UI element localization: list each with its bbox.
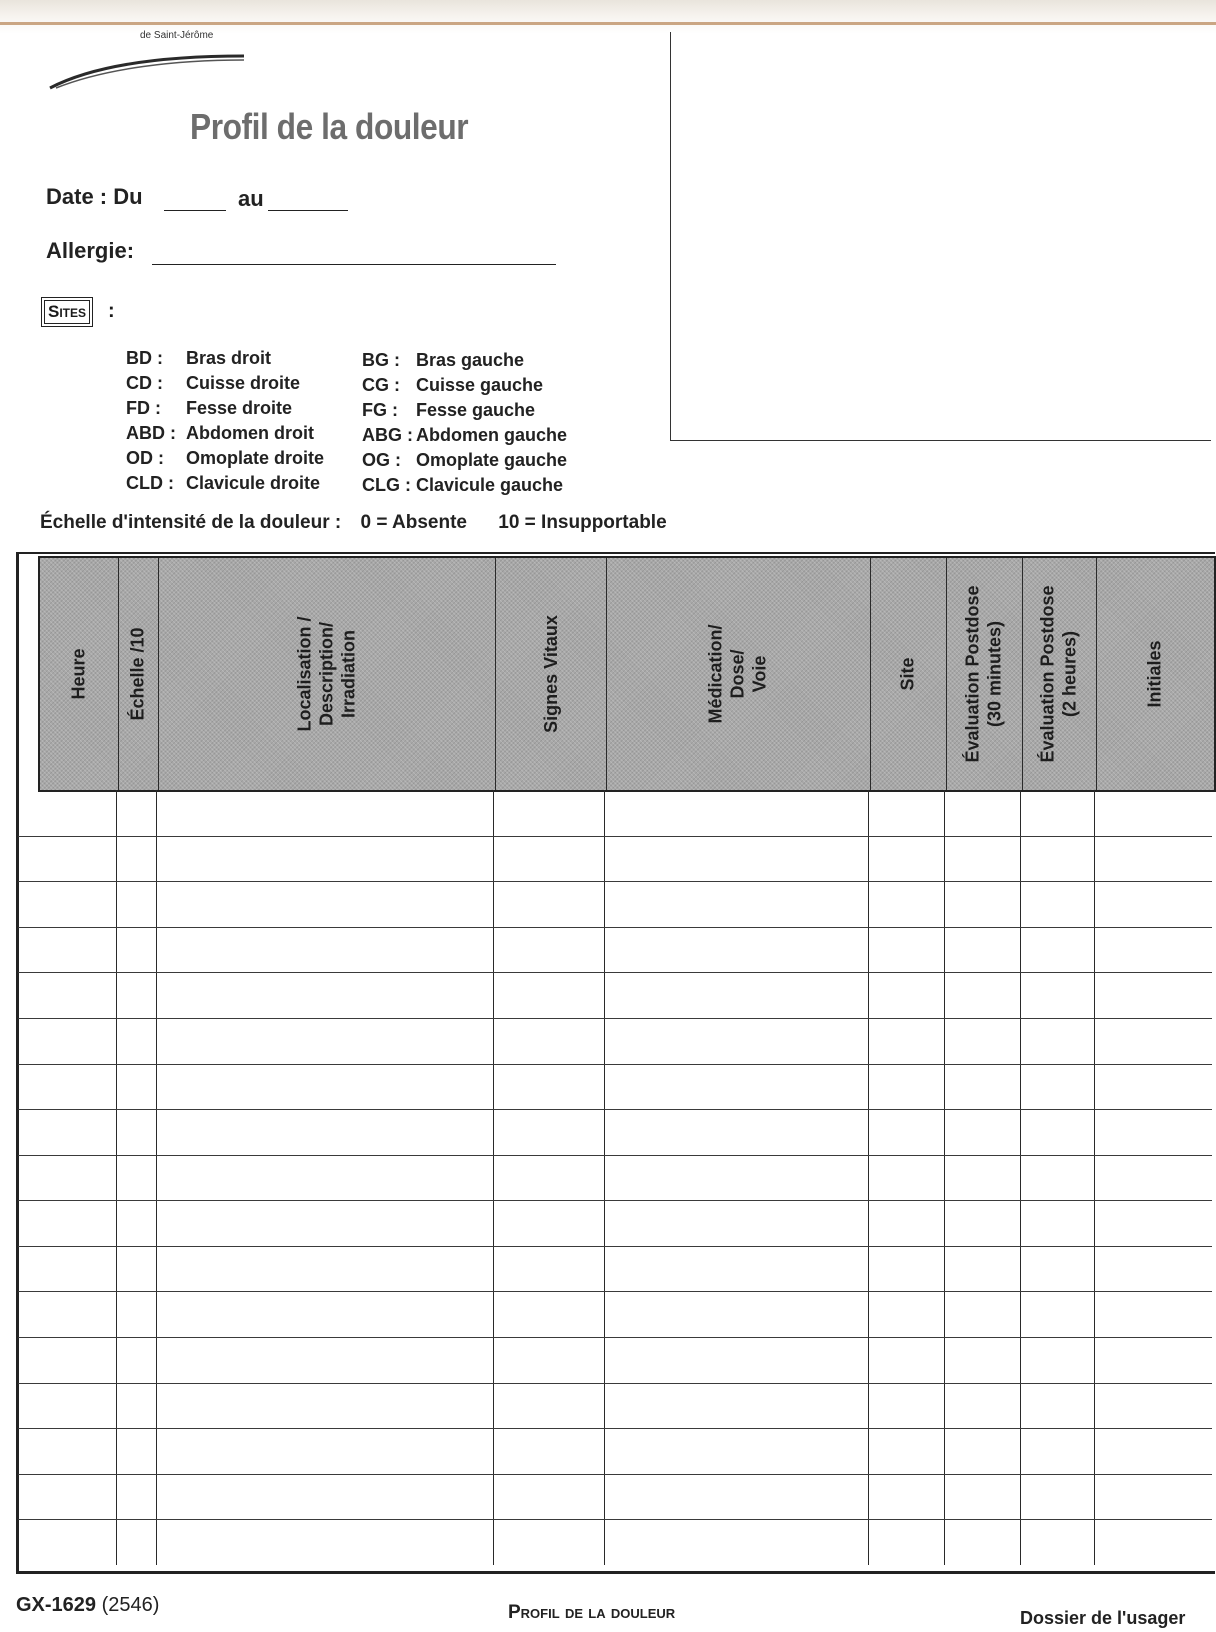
site-item-cd [126,371,324,396]
site-name: Cuisse droite [186,373,301,393]
site-item-cld [126,471,324,496]
header-divider [495,558,496,790]
row-divider [18,1474,1212,1475]
column-header-echelle [118,558,158,790]
row-divider [18,1291,1212,1292]
table-row[interactable] [38,1018,1212,1064]
header-divider [870,558,871,790]
column-header-signes-vitaux [495,558,606,790]
row-divider [18,1337,1212,1338]
table-row[interactable] [38,972,1212,1018]
site-name: Clavicule gauche [416,475,564,495]
header-divider [1096,558,1097,790]
site-code: ABG : [362,425,413,445]
pain-scale-label: Échelle d'intensité de la douleur : [40,512,342,533]
site-item-fg [362,398,567,423]
column-header-label: Échelle /10 [128,627,148,721]
date-label: Date : Du [46,184,143,209]
table-row[interactable] [38,1109,1212,1155]
table-row[interactable] [38,790,1212,836]
column-header-label: Localisation / Description/ Irradiation [294,616,359,732]
table-row[interactable] [38,927,1212,973]
column-header-label: Évaluation Postdose (30 minutes) [963,585,1006,763]
site-code: OD : [126,448,164,468]
site-code: FD : [126,398,161,418]
site-name: Bras gauche [416,350,525,370]
date-from-field[interactable] [164,210,226,211]
row-divider [18,836,1212,837]
column-header-label: Heure [69,648,89,700]
column-header-eval-2h [1022,558,1096,790]
site-name: Omoplate droite [186,448,325,468]
row-divider [18,1246,1212,1247]
pain-scale-legend [40,512,675,534]
row-divider [18,1428,1212,1429]
table-row[interactable] [38,1383,1212,1429]
sites-left-list [362,348,567,498]
table-row[interactable] [38,1428,1212,1474]
row-divider [18,1519,1212,1520]
allergy-label: Allergie: [46,238,135,263]
column-header-label: Signes Vitaux [540,615,561,733]
patient-label-box[interactable] [670,32,1211,441]
allergy-field[interactable] [152,264,556,265]
site-item-clg [362,473,567,498]
date-to-field[interactable] [268,210,348,211]
site-name: Clavicule droite [186,473,321,493]
sites-label: Sites [44,300,90,324]
sites-colon: : [108,300,115,322]
table-row[interactable] [38,1246,1212,1292]
row-divider [18,1383,1212,1384]
logo-swoosh-icon [46,44,246,94]
row-divider [18,1200,1212,1201]
site-code: BD : [126,348,163,368]
site-item-bg [362,348,567,373]
table-row[interactable] [38,1155,1212,1201]
site-item-abg [362,423,567,448]
top-edge-line [0,22,1216,25]
column-header-initiales [1096,558,1214,790]
pain-scale-ten: 10 = Insupportable [498,512,667,533]
column-header-site [870,558,946,790]
pain-table-header [38,556,1216,792]
site-item-fd [126,396,324,421]
row-divider [18,1064,1212,1065]
table-row[interactable] [38,1519,1212,1565]
site-name: Abdomen droit [186,423,314,443]
site-item-cg [362,373,567,398]
site-name: Cuisse gauche [416,375,544,395]
row-divider [18,1109,1212,1110]
site-name: Omoplate gauche [416,450,568,470]
form-code-number: (2546) [101,1594,160,1616]
site-name: Bras droit [186,348,272,368]
table-row[interactable] [38,1064,1212,1110]
header-divider [946,558,947,790]
header-divider [118,558,119,790]
header-divider [606,558,607,790]
row-divider [18,1018,1212,1019]
site-name: Abdomen gauche [416,425,568,445]
column-header-localisation [158,558,495,790]
column-header-label: Site [897,657,918,691]
column-header-heure [40,558,118,790]
pain-scale-zero: 0 = Absente [360,512,467,533]
table-row[interactable] [38,881,1212,927]
site-code: CLG : [362,475,411,495]
table-row[interactable] [38,1291,1212,1337]
organization-name: de Saint-Jérôme [140,30,214,41]
site-code: FG : [362,400,398,420]
row-divider [18,881,1212,882]
date-to-label: au [238,186,264,211]
form-code [16,1594,159,1617]
header-divider [1022,558,1023,790]
column-header-label: Médication/ Dose/ Voie [705,624,770,724]
table-row[interactable] [38,1337,1212,1383]
table-row[interactable] [38,1474,1212,1520]
header-divider [158,558,159,790]
footer-record-label: Dossier de l'usager [1020,1608,1186,1628]
site-item-bd [126,346,324,371]
row-divider [18,927,1212,928]
pain-table-body [38,790,1212,1565]
site-code: ABD : [126,423,176,443]
site-item-abd [126,421,324,446]
site-code: CG : [362,375,400,395]
column-header-label: Initiales [1145,640,1165,708]
site-item-og [362,448,567,473]
site-item-od [126,446,324,471]
site-name: Fesse gauche [416,400,536,420]
site-code: CLD : [126,473,174,493]
table-row[interactable] [38,836,1212,882]
top-edge [0,0,1216,34]
site-code: OG : [362,450,401,470]
site-name: Fesse droite [186,398,293,418]
row-divider [18,972,1212,973]
column-header-eval-30min [946,558,1022,790]
table-row[interactable] [38,1200,1212,1246]
page-title: Profil de la douleur [190,106,469,147]
column-header-medication [606,558,870,790]
site-code: BG : [362,350,400,370]
column-header-label: Évaluation Postdose (2 heures) [1038,585,1081,763]
footer-title: Profil de la douleur [508,1602,676,1623]
row-divider [18,1155,1212,1156]
sites-right-list [126,346,324,496]
form-code-id: GX-1629 [16,1594,97,1616]
site-code: CD : [126,373,163,393]
